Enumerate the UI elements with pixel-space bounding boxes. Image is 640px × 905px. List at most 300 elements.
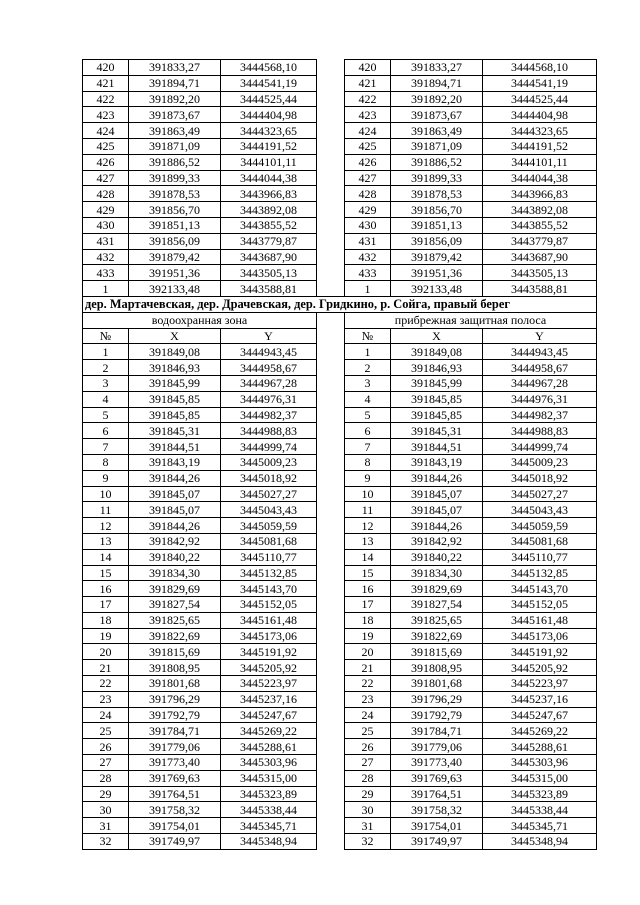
table-row <box>83 154 597 170</box>
left-point-number: 17 <box>83 597 129 613</box>
right-y-coordinate: 3445315,00 <box>483 770 597 786</box>
right-point-number: 1 <box>345 344 391 360</box>
right-y-coordinate: 3444525,44 <box>483 91 597 107</box>
right-x-coordinate: 391779,06 <box>391 739 483 755</box>
right-x-coordinate: 391825,65 <box>391 612 483 628</box>
table-row <box>83 518 597 534</box>
right-y-coordinate: 3444404,98 <box>483 107 597 123</box>
left-point-number: 12 <box>83 518 129 534</box>
left-x-coordinate: 391845,07 <box>129 486 221 502</box>
left-y-coordinate: 3443687,90 <box>221 249 317 265</box>
right-x-coordinate: 391829,69 <box>391 581 483 597</box>
left-point-number: 25 <box>83 723 129 739</box>
table-row <box>83 818 597 834</box>
right-x-coordinate: 391796,29 <box>391 691 483 707</box>
left-point-number: 14 <box>83 549 129 565</box>
right-x-coordinate: 391845,99 <box>391 375 483 391</box>
left-x-coordinate: 391796,29 <box>129 691 221 707</box>
left-point-number: 29 <box>83 786 129 802</box>
left-y-coordinate: 3444958,67 <box>221 360 317 376</box>
right-x-coordinate: 391827,54 <box>391 597 483 613</box>
right-x-coordinate: 391892,20 <box>391 91 483 107</box>
right-y-coordinate: 3445110,77 <box>483 549 597 565</box>
left-point-number: 430 <box>83 217 129 233</box>
right-x-coordinate: 391951,36 <box>391 265 483 281</box>
left-y-coordinate: 3445348,94 <box>221 834 317 850</box>
table-row <box>83 786 597 802</box>
right-x-coordinate: 391764,51 <box>391 786 483 802</box>
left-y-coordinate: 3444541,19 <box>221 75 317 91</box>
column-gap <box>317 360 345 376</box>
right-point-number: 15 <box>345 565 391 581</box>
left-point-number: 9 <box>83 470 129 486</box>
right-x-coordinate: 391844,26 <box>391 518 483 534</box>
right-point-number: 4 <box>345 391 391 407</box>
left-x-coordinate: 391808,95 <box>129 660 221 676</box>
right-x-coordinate: 391834,30 <box>391 565 483 581</box>
left-y-coordinate: 3444323,65 <box>221 123 317 139</box>
table-row <box>83 186 597 202</box>
right-point-number: 432 <box>345 249 391 265</box>
column-gap <box>317 138 345 154</box>
right-x-coordinate: 391845,07 <box>391 502 483 518</box>
column-gap <box>317 644 345 660</box>
left-y-coordinate: 3445161,48 <box>221 612 317 628</box>
column-gap <box>317 565 345 581</box>
right-point-number: 25 <box>345 723 391 739</box>
table-row <box>83 486 597 502</box>
left-point-number: 7 <box>83 439 129 455</box>
left-y-coordinate: 3443892,08 <box>221 202 317 218</box>
right-y-coordinate: 3445018,92 <box>483 470 597 486</box>
column-gap <box>317 217 345 233</box>
right-y-coordinate: 3445173,06 <box>483 628 597 644</box>
left-y-coordinate: 3445323,89 <box>221 786 317 802</box>
column-gap <box>317 75 345 91</box>
left-y-coordinate: 3445027,27 <box>221 486 317 502</box>
left-x-coordinate: 391822,69 <box>129 628 221 644</box>
left-y-coordinate: 3443588,81 <box>221 281 317 297</box>
section-title: дер. Мартачевская, дер. Драчевская, дер. Гридкино, р. Сойга, правый берег <box>83 296 597 312</box>
right-point-number: 32 <box>345 834 391 850</box>
left-point-number: 427 <box>83 170 129 186</box>
table-row <box>83 834 597 850</box>
column-gap <box>317 739 345 755</box>
left-y-coordinate: 3444976,31 <box>221 391 317 407</box>
right-point-number: 424 <box>345 123 391 139</box>
right-y-coordinate: 3445223,97 <box>483 676 597 692</box>
column-gap <box>317 391 345 407</box>
column-gap <box>317 707 345 723</box>
right-y-coordinate: 3444044,38 <box>483 170 597 186</box>
table-row <box>83 60 597 76</box>
table-row <box>83 375 597 391</box>
left-x-coordinate: 391845,85 <box>129 407 221 423</box>
column-gap <box>317 154 345 170</box>
right-y-coordinate: 3444976,31 <box>483 391 597 407</box>
left-x-coordinate: 391825,65 <box>129 612 221 628</box>
right-x-coordinate: 391856,09 <box>391 233 483 249</box>
column-gap <box>317 439 345 455</box>
left-x-coordinate: 391784,71 <box>129 723 221 739</box>
left-x-coordinate: 391899,33 <box>129 170 221 186</box>
table-row <box>83 612 597 628</box>
right-point-number: 14 <box>345 549 391 565</box>
right-point-number: 1 <box>345 281 391 297</box>
left-point-number: 431 <box>83 233 129 249</box>
coordinates-table <box>82 59 597 850</box>
right-x-coordinate: 391833,27 <box>391 60 483 76</box>
left-y-coordinate: 3444191,52 <box>221 138 317 154</box>
left-x-coordinate: 391845,85 <box>129 391 221 407</box>
column-gap <box>317 597 345 613</box>
left-y-coordinate: 3444101,11 <box>221 154 317 170</box>
right-point-number: 19 <box>345 628 391 644</box>
left-x-coordinate: 391844,51 <box>129 439 221 455</box>
left-x-coordinate: 391792,79 <box>129 707 221 723</box>
left-point-number: 425 <box>83 138 129 154</box>
column-gap <box>317 265 345 281</box>
right-point-number: 20 <box>345 644 391 660</box>
table-row <box>83 660 597 676</box>
left-point-number: 428 <box>83 186 129 202</box>
right-y-coordinate: 3444943,45 <box>483 344 597 360</box>
right-y-coordinate: 3444967,28 <box>483 375 597 391</box>
table-row <box>83 533 597 549</box>
column-gap <box>317 423 345 439</box>
right-point-number: 429 <box>345 202 391 218</box>
column-gap <box>317 328 345 344</box>
left-x-coordinate: 391749,97 <box>129 834 221 850</box>
column-gap <box>317 770 345 786</box>
left-x-coordinate: 391845,07 <box>129 502 221 518</box>
left-y-coordinate: 3445205,92 <box>221 660 317 676</box>
right-point-number: 431 <box>345 233 391 249</box>
left-point-number: 22 <box>83 676 129 692</box>
left-point-number: 420 <box>83 60 129 76</box>
left-y-coordinate: 3445009,23 <box>221 454 317 470</box>
left-point-number: 424 <box>83 123 129 139</box>
right-x-coordinate: 391846,93 <box>391 360 483 376</box>
column-gap <box>317 375 345 391</box>
left-x-coordinate: 391844,26 <box>129 470 221 486</box>
left-x-coordinate: 391856,70 <box>129 202 221 218</box>
right-x-coordinate: 391886,52 <box>391 154 483 170</box>
right-y-coordinate: 3445323,89 <box>483 786 597 802</box>
table-row <box>83 123 597 139</box>
table-row <box>83 755 597 771</box>
right-y-coordinate: 3445303,96 <box>483 755 597 771</box>
table-row <box>83 549 597 565</box>
table-row <box>83 407 597 423</box>
right-point-number: 422 <box>345 91 391 107</box>
left-y-coordinate: 3445110,77 <box>221 549 317 565</box>
right-y-coordinate: 3445338,44 <box>483 802 597 818</box>
table-row <box>83 707 597 723</box>
left-y-coordinate: 3445345,71 <box>221 818 317 834</box>
right-y-coordinate: 3444982,37 <box>483 407 597 423</box>
left-x-coordinate: 391827,54 <box>129 597 221 613</box>
right-y-coordinate: 3443892,08 <box>483 202 597 218</box>
right-header-number: № <box>345 328 391 344</box>
left-y-coordinate: 3445173,06 <box>221 628 317 644</box>
table-row <box>83 454 597 470</box>
left-point-number: 3 <box>83 375 129 391</box>
right-point-number: 30 <box>345 802 391 818</box>
right-point-number: 428 <box>345 186 391 202</box>
column-gap <box>317 186 345 202</box>
table-row <box>83 770 597 786</box>
right-point-number: 13 <box>345 533 391 549</box>
right-x-coordinate: 391879,42 <box>391 249 483 265</box>
left-y-coordinate: 3445043,43 <box>221 502 317 518</box>
column-gap <box>317 723 345 739</box>
right-y-coordinate: 3445288,61 <box>483 739 597 755</box>
left-y-coordinate: 3444044,38 <box>221 170 317 186</box>
right-y-coordinate: 3445132,85 <box>483 565 597 581</box>
left-point-number: 31 <box>83 818 129 834</box>
right-y-coordinate: 3445247,67 <box>483 707 597 723</box>
table-row <box>83 217 597 233</box>
right-y-coordinate: 3444999,74 <box>483 439 597 455</box>
left-y-coordinate: 3445315,00 <box>221 770 317 786</box>
right-x-coordinate: 391801,68 <box>391 676 483 692</box>
right-y-coordinate: 3443687,90 <box>483 249 597 265</box>
left-y-coordinate: 3444982,37 <box>221 407 317 423</box>
table-row <box>83 281 597 297</box>
left-x-coordinate: 391892,20 <box>129 91 221 107</box>
left-point-number: 11 <box>83 502 129 518</box>
table-row <box>83 138 597 154</box>
column-gap <box>317 518 345 534</box>
right-point-number: 433 <box>345 265 391 281</box>
left-x-coordinate: 391845,31 <box>129 423 221 439</box>
right-point-number: 23 <box>345 691 391 707</box>
column-gap <box>317 407 345 423</box>
right-x-coordinate: 391844,26 <box>391 470 483 486</box>
right-point-number: 24 <box>345 707 391 723</box>
left-point-number: 15 <box>83 565 129 581</box>
column-gap <box>317 834 345 850</box>
right-point-number: 28 <box>345 770 391 786</box>
left-point-number: 429 <box>83 202 129 218</box>
column-gap <box>317 107 345 123</box>
right-x-coordinate: 391792,79 <box>391 707 483 723</box>
table-row <box>83 439 597 455</box>
left-x-coordinate: 391842,92 <box>129 533 221 549</box>
table-row <box>83 597 597 613</box>
column-gap <box>317 486 345 502</box>
left-point-number: 23 <box>83 691 129 707</box>
right-x-coordinate: 391845,85 <box>391 391 483 407</box>
right-y-coordinate: 3445059,59 <box>483 518 597 534</box>
table-row <box>83 502 597 518</box>
right-x-coordinate: 391758,32 <box>391 802 483 818</box>
left-point-number: 432 <box>83 249 129 265</box>
left-x-coordinate: 391829,69 <box>129 581 221 597</box>
left-x-coordinate: 391863,49 <box>129 123 221 139</box>
column-header-row <box>83 328 597 344</box>
right-x-coordinate: 391863,49 <box>391 123 483 139</box>
left-point-number: 426 <box>83 154 129 170</box>
right-x-coordinate: 391843,19 <box>391 454 483 470</box>
right-y-coordinate: 3443505,13 <box>483 265 597 281</box>
right-point-number: 420 <box>345 60 391 76</box>
right-y-coordinate: 3444958,67 <box>483 360 597 376</box>
left-x-coordinate: 391951,36 <box>129 265 221 281</box>
left-x-coordinate: 391878,53 <box>129 186 221 202</box>
left-y-coordinate: 3445143,70 <box>221 581 317 597</box>
left-point-number: 24 <box>83 707 129 723</box>
left-y-coordinate: 3445303,96 <box>221 755 317 771</box>
left-x-coordinate: 392133,48 <box>129 281 221 297</box>
right-y-coordinate: 3445043,43 <box>483 502 597 518</box>
left-point-number: 21 <box>83 660 129 676</box>
table-row <box>83 802 597 818</box>
coordinates-document <box>82 59 597 850</box>
right-point-number: 22 <box>345 676 391 692</box>
column-gap <box>317 581 345 597</box>
right-header-y: Y <box>483 328 597 344</box>
left-x-coordinate: 391886,52 <box>129 154 221 170</box>
left-y-coordinate: 3445018,92 <box>221 470 317 486</box>
right-y-coordinate: 3444568,10 <box>483 60 597 76</box>
right-point-number: 3 <box>345 375 391 391</box>
right-x-coordinate: 391856,70 <box>391 202 483 218</box>
column-gap <box>317 628 345 644</box>
left-x-coordinate: 391754,01 <box>129 818 221 834</box>
left-point-number: 8 <box>83 454 129 470</box>
left-x-coordinate: 391894,71 <box>129 75 221 91</box>
column-gap <box>317 533 345 549</box>
right-x-coordinate: 391842,92 <box>391 533 483 549</box>
table-row <box>83 739 597 755</box>
left-y-coordinate: 3445223,97 <box>221 676 317 692</box>
column-gap <box>317 818 345 834</box>
left-y-coordinate: 3443855,52 <box>221 217 317 233</box>
left-x-coordinate: 391849,08 <box>129 344 221 360</box>
left-x-coordinate: 391844,26 <box>129 518 221 534</box>
left-x-coordinate: 391840,22 <box>129 549 221 565</box>
left-header-y: Y <box>221 328 317 344</box>
right-point-number: 11 <box>345 502 391 518</box>
right-y-coordinate: 3443779,87 <box>483 233 597 249</box>
left-x-coordinate: 391833,27 <box>129 60 221 76</box>
right-point-number: 8 <box>345 454 391 470</box>
left-y-coordinate: 3444999,74 <box>221 439 317 455</box>
left-point-number: 1 <box>83 344 129 360</box>
table-row <box>83 249 597 265</box>
column-gap <box>317 312 345 328</box>
left-point-number: 10 <box>83 486 129 502</box>
right-x-coordinate: 392133,48 <box>391 281 483 297</box>
left-x-coordinate: 391871,09 <box>129 138 221 154</box>
left-y-coordinate: 3443966,83 <box>221 186 317 202</box>
left-point-number: 423 <box>83 107 129 123</box>
table-row <box>83 391 597 407</box>
column-gap <box>317 755 345 771</box>
right-point-number: 421 <box>345 75 391 91</box>
left-point-number: 18 <box>83 612 129 628</box>
column-gap <box>317 281 345 297</box>
left-point-number: 19 <box>83 628 129 644</box>
left-point-number: 32 <box>83 834 129 850</box>
left-header-x: X <box>129 328 221 344</box>
left-x-coordinate: 391879,42 <box>129 249 221 265</box>
right-point-number: 12 <box>345 518 391 534</box>
left-y-coordinate: 3445081,68 <box>221 533 317 549</box>
left-x-coordinate: 391851,13 <box>129 217 221 233</box>
right-x-coordinate: 391871,09 <box>391 138 483 154</box>
right-point-number: 21 <box>345 660 391 676</box>
left-point-number: 433 <box>83 265 129 281</box>
right-x-coordinate: 391815,69 <box>391 644 483 660</box>
right-y-coordinate: 3444323,65 <box>483 123 597 139</box>
right-y-coordinate: 3444541,19 <box>483 75 597 91</box>
right-y-coordinate: 3445081,68 <box>483 533 597 549</box>
column-gap <box>317 470 345 486</box>
right-point-number: 17 <box>345 597 391 613</box>
table-row <box>83 470 597 486</box>
right-y-coordinate: 3445152,05 <box>483 597 597 613</box>
right-point-number: 26 <box>345 739 391 755</box>
column-gap <box>317 123 345 139</box>
left-y-coordinate: 3445132,85 <box>221 565 317 581</box>
left-point-number: 421 <box>83 75 129 91</box>
right-x-coordinate: 391894,71 <box>391 75 483 91</box>
column-gap <box>317 802 345 818</box>
right-x-coordinate: 391840,22 <box>391 549 483 565</box>
right-point-number: 430 <box>345 217 391 233</box>
right-point-number: 16 <box>345 581 391 597</box>
right-point-number: 10 <box>345 486 391 502</box>
right-y-coordinate: 3445191,92 <box>483 644 597 660</box>
column-gap <box>317 344 345 360</box>
right-x-coordinate: 391769,63 <box>391 770 483 786</box>
left-y-coordinate: 3444404,98 <box>221 107 317 123</box>
left-header-number: № <box>83 328 129 344</box>
left-x-coordinate: 391856,09 <box>129 233 221 249</box>
left-y-coordinate: 3445237,16 <box>221 691 317 707</box>
left-point-number: 4 <box>83 391 129 407</box>
left-y-coordinate: 3445288,61 <box>221 739 317 755</box>
column-gap <box>317 502 345 518</box>
column-gap <box>317 691 345 707</box>
table-row <box>83 91 597 107</box>
left-y-coordinate: 3445338,44 <box>221 802 317 818</box>
left-x-coordinate: 391779,06 <box>129 739 221 755</box>
right-x-coordinate: 391878,53 <box>391 186 483 202</box>
column-gap <box>317 676 345 692</box>
left-y-coordinate: 3443505,13 <box>221 265 317 281</box>
left-y-coordinate: 3444967,28 <box>221 375 317 391</box>
zone-label-row <box>83 312 597 328</box>
right-y-coordinate: 3445348,94 <box>483 834 597 850</box>
right-y-coordinate: 3444191,52 <box>483 138 597 154</box>
left-y-coordinate: 3443779,87 <box>221 233 317 249</box>
table-row <box>83 691 597 707</box>
table-row <box>83 565 597 581</box>
left-x-coordinate: 391845,99 <box>129 375 221 391</box>
left-point-number: 13 <box>83 533 129 549</box>
right-y-coordinate: 3445345,71 <box>483 818 597 834</box>
column-gap <box>317 170 345 186</box>
right-point-number: 427 <box>345 170 391 186</box>
left-point-number: 1 <box>83 281 129 297</box>
column-gap <box>317 612 345 628</box>
right-point-number: 5 <box>345 407 391 423</box>
right-point-number: 423 <box>345 107 391 123</box>
